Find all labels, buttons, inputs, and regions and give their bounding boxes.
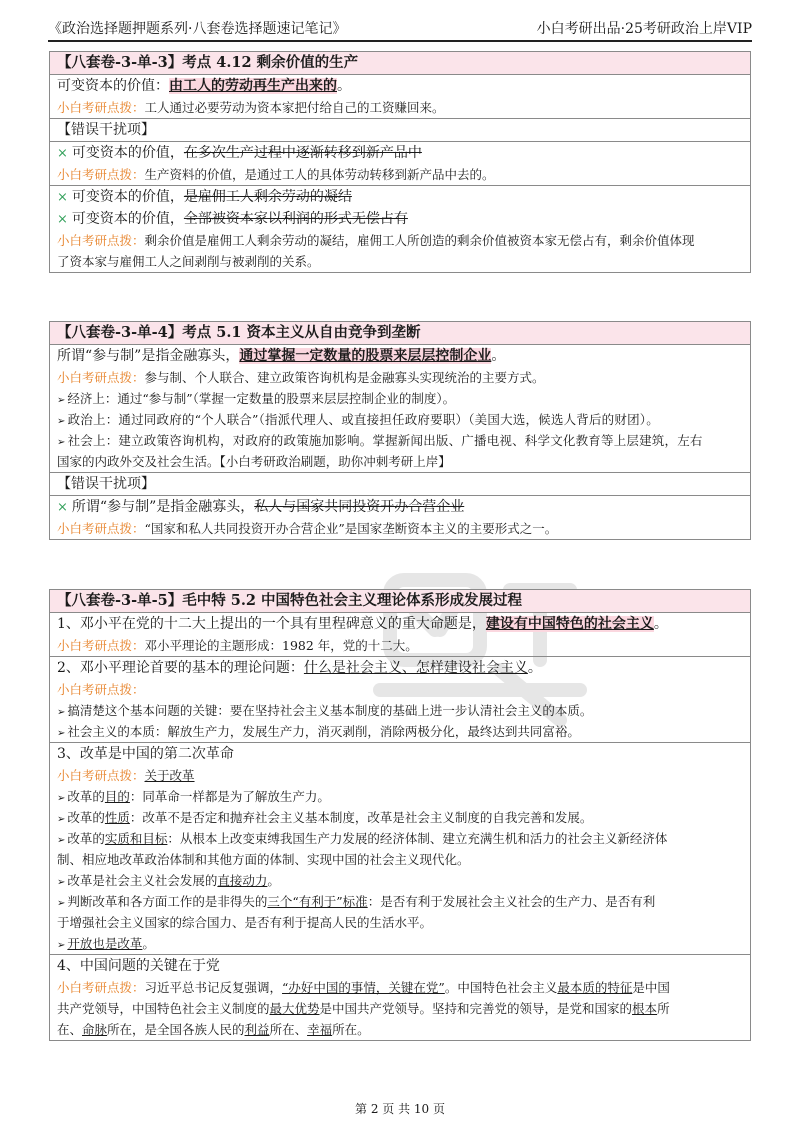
bullet-item: ➢ 经济上：通过“参与制”（掌握一定数量的股票来层层控制企业的制度）。 (57, 391, 456, 406)
correct-answer: 通过掌握一定数量的股票来层层控制企业 (239, 348, 492, 364)
question-block-3 (49, 589, 751, 1041)
bullet-item: ➢ 社会上：建立政策咨询机构，对政府的政策施加影响。掌握新闻出版、广播电视、科学文化教育等上层建筑，左右 (57, 433, 703, 448)
bullet-item: ➢ 改革的实质和目标：从根本上改变束缚我国生产力发展的经济体制、建立充满生机和活力的社会主义新经济体 (57, 831, 668, 846)
bullet-item: ➢ 政治上：通过同政府的“个人联合”（指派代理人、或直接担任政府要职）（美国大选，候选人背后的财团）。 (57, 412, 659, 427)
answer-line: 所谓“参与制”是指金融寡头，通过掌握一定数量的股票来层层控制企业。 (57, 348, 506, 364)
question-block-1 (49, 51, 751, 273)
tip-line: 小白考研点拨：习近平总书记反复强调，“办好中国的事情，关键在党”。中国特色社会主义最本质的特征是中国 (57, 980, 670, 995)
tip-line-cont: 在、命脉所在，是全国各族人民的利益所在、幸福所在。 (57, 1022, 370, 1037)
distractor-header: 【错误干扰项】 (57, 122, 155, 138)
distractor-item: × 所谓“参与制”是指金融寡头，私人与国家共同投资开办合营企业 (57, 499, 465, 515)
bullet-item-cont: 国家的内政外交及社会生活。【小白考研政治刷题，助你冲刺考研上岸】 (57, 454, 451, 469)
tip-line: 小白考研点拨：工人通过必要劳动为资本家把付给自己的工资赚回来。 (57, 100, 445, 115)
answer-line: 1、邓小平在党的十二大上提出的一个具有里程碑意义的重大命题是，建设有中国特色的社会主义。 (57, 616, 668, 632)
answer-line: 2、邓小平理论首要的基本的理论问题：什么是社会主义、怎样建设社会主义。 (57, 660, 542, 676)
tip-line-cont: 了资本家与雇佣工人之间剥削与被剥削的关系。 (57, 254, 320, 269)
bullet-item: ➢ 改革的目的：同革命一样都是为了解放生产力。 (57, 789, 330, 804)
bullet-item-cont: 于增强社会主义国家的综合国力、是否有利于提高人民的生活水平。 (57, 915, 433, 930)
tip-line: 小白考研点拨：生产资料的价值，是通过工人的具体劳动转移到新产品中去的。 (57, 167, 495, 182)
tip-line: 小白考研点拨：关于改革 (57, 768, 195, 783)
correct-answer: 由工人的劳动再生产出来的 (169, 78, 337, 94)
wrong-mark-icon: × (57, 146, 68, 161)
answer-line: 可变资本的价值：由工人的劳动再生产出来的。 (57, 78, 351, 94)
distractor-item: × 可变资本的价值，在多次生产过程中逐渐转移到新产品中 (57, 145, 422, 161)
tip-line-cont: 共产党领导，中国特色社会主义制度的最大优势是中国共产党领导。坚持和完善党的领导，是党和国家的根本所 (57, 1001, 670, 1016)
bullet-item: ➢ 改革的性质：改革不是否定和抛弃社会主义基本制度，改革是社会主义制度的自我完善和发展。 (57, 810, 593, 825)
page-number: 第 2 页 共 10 页 (355, 1102, 445, 1116)
wrong-mark-icon: × (57, 212, 68, 227)
tip-line: 小白考研点拨：参与制、个人联合、建立政策咨询机构是金融寡头实现统治的主要方式。 (57, 370, 545, 385)
bullet-item-cont: 制、相应地改革政治体制和其他方面的体制、实现中国的社会主义现代化。 (57, 852, 470, 867)
bullet-item: ➢ 改革是社会主义社会发展的直接动力。 (57, 873, 280, 888)
block-title: 【八套卷-3-单-5】毛中特 5.2 中国特色社会主义理论体系形成发展过程 (50, 590, 750, 612)
distractor-header: 【错误干扰项】 (57, 476, 155, 492)
tip-line: 小白考研点拨：剩余价值是雇佣工人剩余劳动的凝结，雇佣工人所创造的剩余价值被资本家无偿占有，剩余价值体现 (57, 233, 695, 248)
header-brand: 小白考研出品·25考研政治上岸VIP (536, 21, 752, 37)
distractor-item: × 可变资本的价值，全部被资本家以利润的形式无偿占有 (57, 211, 408, 227)
page-header (48, 10, 752, 42)
tip-label: 小白考研点拨： (57, 682, 145, 697)
tip-line: 小白考研点拨：“国家和私人共同投资开办合营企业”是国家垄断资本主义的主要形式之一。 (57, 521, 558, 536)
bullet-item: ➢ 开放也是改革。 (57, 936, 155, 951)
bullet-item: ➢ 判断改革和各方面工作的是非得失的三个“有利于”标准：是否有利于发展社会主义社会的生产力、是否有利 (57, 894, 656, 909)
answer-line: 4、中国问题的关键在于党 (57, 958, 220, 974)
block-title: 【八套卷-3-单-4】考点 5.1 资本主义从自由竞争到垄断 (50, 322, 750, 344)
wrong-mark-icon: × (57, 190, 68, 205)
wrong-mark-icon: × (57, 500, 68, 515)
bullet-item: ➢ 搞清楚这个基本问题的关键：要在坚持社会主义基本制度的基础上进一步认清社会主义的本质。 (57, 703, 593, 718)
header-title: 《政治选择题押题系列·八套卷选择题速记笔记》 (48, 21, 347, 37)
answer-line: 3、改革是中国的第二次革命 (57, 746, 234, 762)
distractor-item: × 可变资本的价值，是雇佣工人剩余劳动的凝结 (57, 189, 352, 205)
block-title: 【八套卷-3-单-3】考点 4.12 剩余价值的生产 (50, 52, 750, 74)
tip-line: 小白考研点拨：邓小平理论的主题形成：1982 年，党的十二大。 (57, 638, 418, 653)
correct-answer: 建设有中国特色的社会主义 (485, 616, 654, 632)
question-block-2 (49, 321, 751, 540)
bullet-item: ➢ 社会主义的本质：解放生产力，发展生产力，消灭剥削，消除两极分化，最终达到共同富裕。 (57, 724, 580, 739)
